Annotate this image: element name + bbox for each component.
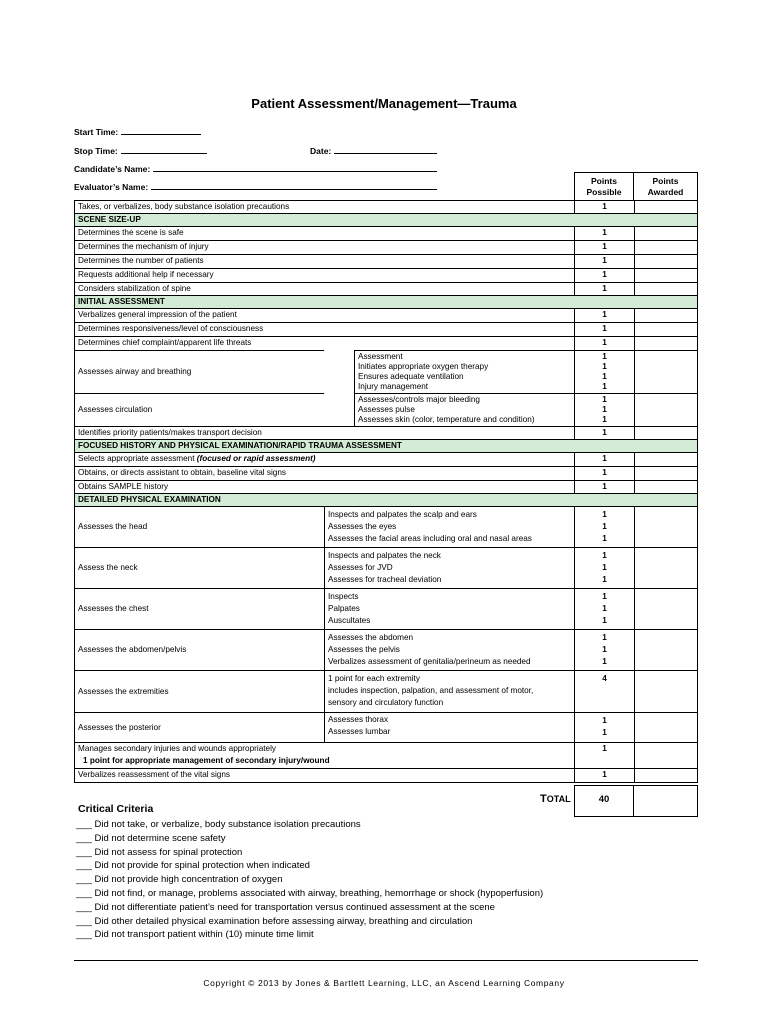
- item-description: Obtains, or directs assistant to obtain, baseline vital signs: [74, 466, 574, 480]
- points-value: 1: [602, 633, 607, 642]
- date-field[interactable]: [310, 145, 437, 156]
- item-description: Assesses the extremities: [74, 670, 324, 712]
- points-awarded-cell[interactable]: [634, 393, 698, 426]
- table-row: [74, 226, 698, 240]
- total-label-rest: OTAL: [546, 794, 571, 804]
- points-value: 1: [602, 616, 607, 625]
- section-title: DETAILED PHYSICAL EXAMINATION: [74, 493, 698, 506]
- sub-step: Verbalizes assessment of genitalia/perineum as needed: [328, 657, 531, 666]
- points-value: 1: [602, 338, 607, 347]
- critical-criteria-list: [76, 818, 543, 942]
- sub-step: Assesses skin (color, temperature and condition): [358, 415, 535, 424]
- start-time-field[interactable]: [74, 126, 201, 137]
- item-description: Determines the scene is safe: [74, 226, 574, 240]
- sub-steps: [354, 350, 574, 393]
- points-awarded-cell[interactable]: [634, 588, 698, 629]
- sub-steps: [324, 670, 574, 712]
- item-description: Selects appropriate assessment (focused or rapid assessment): [74, 452, 574, 466]
- sub-step: Assesses the abdomen: [328, 633, 414, 642]
- sub-step: Inspects and palpates the neck: [328, 551, 441, 560]
- sub-step: 1 point for each extremity: [328, 674, 420, 683]
- points-awarded-cell[interactable]: [634, 226, 698, 240]
- sub-steps: [324, 506, 574, 547]
- sub-step: Assesses the pelvis: [328, 645, 400, 654]
- critical-criterion[interactable]: ___ Did not assess for spinal protection: [76, 846, 243, 858]
- points-awarded-cell[interactable]: [634, 426, 698, 439]
- sub-step: Assesses pulse: [358, 405, 415, 414]
- sub-step: Assesses the facial areas including oral and nasal areas: [328, 534, 532, 543]
- item-description: Considers stabilization of spine: [74, 282, 574, 295]
- points-awarded-cell[interactable]: [634, 768, 698, 782]
- points-possible-label: Points Possible: [586, 175, 622, 197]
- points-possible-cell: [574, 336, 634, 350]
- sub-step: Palpates: [328, 604, 360, 613]
- table-row: [74, 268, 698, 282]
- points-possible-cell: [574, 226, 634, 240]
- item-description: Assesses the chest: [74, 588, 324, 629]
- points-value: 1: [602, 324, 607, 333]
- points-possible-cell: [574, 254, 634, 268]
- points-possible-cell: [574, 629, 634, 670]
- table-row: [74, 350, 698, 393]
- points-awarded-cell[interactable]: [634, 480, 698, 493]
- sub-step: Assessment: [358, 352, 403, 361]
- sub-step: Assesses/controls major bleeding: [358, 395, 480, 404]
- start-time-label: Start Time:: [74, 127, 119, 137]
- points-value: 1: [602, 415, 607, 424]
- points-possible-cell: [574, 768, 634, 782]
- points-possible-cell: [574, 742, 634, 768]
- points-possible-cell: [574, 670, 634, 712]
- item-description: Determines responsiveness/level of consciousness: [74, 322, 574, 336]
- section-header-row: [74, 295, 698, 308]
- item-description-line: Manages secondary injuries and wounds appropriately: [78, 744, 276, 753]
- points-awarded-cell[interactable]: [634, 308, 698, 322]
- points-value: 1: [602, 310, 607, 319]
- points-possible-cell: [574, 466, 634, 480]
- copyright: Copyright © 2013 by Jones & Bartlett Learning, LLC, an Ascend Learning Company: [203, 978, 565, 988]
- table-row: [74, 308, 698, 322]
- section-header-row: [74, 439, 698, 452]
- item-description: Assesses airway and breathing: [74, 350, 324, 393]
- table-row: [74, 254, 698, 268]
- points-possible-cell: [574, 268, 634, 282]
- item-description: Assesses the abdomen/pelvis: [74, 629, 324, 670]
- critical-criteria-title: Critical Criteria: [78, 803, 154, 815]
- points-awarded-cell[interactable]: [634, 254, 698, 268]
- section-header-row: [74, 213, 698, 226]
- points-value: 1: [602, 522, 607, 531]
- critical-criterion[interactable]: ___ Did not differentiate patient’s need for transportation versus continued assessment at the scene: [76, 901, 495, 913]
- sub-step: Assesses for tracheal deviation: [328, 575, 442, 584]
- table-row: [74, 480, 698, 493]
- footer-divider: [74, 960, 698, 961]
- points-value: 1: [602, 270, 607, 279]
- points-value: 1: [602, 382, 607, 391]
- points-value: 1: [602, 228, 607, 237]
- points-awarded-header: [634, 172, 698, 200]
- item-description: Takes, or verbalizes, body substance isolation precautions: [74, 200, 574, 213]
- sub-step: includes inspection, palpation, and assessment of motor,: [328, 686, 534, 695]
- item-emphasis: (focused or rapid assessment): [196, 454, 316, 463]
- points-value: 1: [602, 563, 607, 572]
- sub-step: sensory and circulatory function: [328, 698, 444, 707]
- table-row: [74, 466, 698, 480]
- points-awarded-cell[interactable]: [634, 712, 698, 742]
- points-awarded-cell[interactable]: [634, 629, 698, 670]
- points-possible-cell: [574, 506, 634, 547]
- sub-step: Ensures adequate ventilation: [358, 372, 464, 381]
- points-possible-cell: [574, 282, 634, 295]
- points-value: 1: [602, 352, 607, 361]
- critical-criterion[interactable]: ___ Did not transport patient within (10) minute time limit: [76, 929, 314, 941]
- points-value: 1: [602, 744, 607, 753]
- table-row: [74, 322, 698, 336]
- points-possible-cell: [574, 712, 634, 742]
- item-description: Verbalizes reassessment of the vital signs: [74, 768, 574, 782]
- table-row: [74, 629, 698, 670]
- item-description: Assesses the posterior: [74, 712, 324, 742]
- item-description: Determines the mechanism of injury: [74, 240, 574, 254]
- sub-step: Injury management: [358, 382, 429, 391]
- table-bottom-border: [74, 782, 698, 783]
- sub-steps: [324, 547, 574, 588]
- item-description: Verbalizes general impression of the patient: [74, 308, 574, 322]
- sub-steps: [354, 393, 574, 426]
- points-value: 1: [602, 575, 607, 584]
- item-description: Identifies priority patients/makes transport decision: [74, 426, 574, 439]
- stop-time-field[interactable]: [74, 145, 207, 156]
- table-row: [74, 547, 698, 588]
- points-value: 1: [602, 468, 607, 477]
- item-description: [74, 742, 574, 768]
- points-value: 1: [602, 428, 607, 437]
- points-awarded-cell[interactable]: [634, 200, 698, 213]
- item-description: Requests additional help if necessary: [74, 268, 574, 282]
- points-awarded-cell[interactable]: [634, 240, 698, 254]
- points-value: 1: [602, 482, 607, 491]
- points-value: 1: [602, 395, 607, 404]
- table-row: [74, 426, 698, 439]
- stop-time-label: Stop Time:: [74, 146, 118, 156]
- table-row: [74, 768, 698, 782]
- table-row: [74, 200, 698, 213]
- section-title: SCENE SIZE-UP: [74, 213, 698, 226]
- points-value: 1: [602, 362, 607, 371]
- page-title: Patient Assessment/Management—Trauma: [251, 96, 517, 111]
- points-possible-cell: [574, 200, 634, 213]
- sub-step: Assesses the eyes: [328, 522, 397, 531]
- table-row: [74, 670, 698, 712]
- points-awarded-cell[interactable]: [634, 322, 698, 336]
- critical-criterion[interactable]: ___ Did not find, or manage, problems associated with airway, breathing, hemorrhage or shock (hypoperfusion): [76, 887, 544, 899]
- table-row: [74, 588, 698, 629]
- sub-step: Inspects and palpates the scalp and ears: [328, 510, 477, 519]
- points-awarded-cell[interactable]: [634, 670, 698, 712]
- item-description: Assess the neck: [74, 547, 324, 588]
- points-value: 1: [602, 657, 607, 666]
- candidate-name-field[interactable]: [74, 163, 437, 174]
- section-title: FOCUSED HISTORY AND PHYSICAL EXAMINATION/RAPID TRAUMA ASSESSMENT: [74, 439, 698, 452]
- points-possible-cell: [574, 393, 634, 426]
- sub-step: Assesses lumbar: [328, 727, 391, 736]
- total-possible: 40: [574, 785, 634, 817]
- points-awarded-cell[interactable]: [634, 282, 698, 295]
- sub-steps: [324, 712, 574, 742]
- points-awarded-cell[interactable]: [634, 466, 698, 480]
- points-value: 1: [602, 551, 607, 560]
- critical-criterion[interactable]: ___ Did not provide high concentration of oxygen: [76, 874, 283, 886]
- evaluator-name-field[interactable]: [74, 181, 437, 192]
- points-possible-header: [574, 172, 634, 200]
- table-row: [74, 742, 698, 768]
- sub-step: Assesses thorax: [328, 715, 389, 724]
- section-title: INITIAL ASSESSMENT: [74, 295, 698, 308]
- critical-criterion[interactable]: ___ Did other detailed physical examination before assessing airway, breathing and circulation: [76, 915, 473, 927]
- points-possible-cell: [574, 547, 634, 588]
- date-label: Date:: [310, 146, 332, 156]
- item-description: Assesses the head: [74, 506, 324, 547]
- points-possible-cell: [574, 588, 634, 629]
- evaluator-name-label: Evaluator’s Name:: [74, 182, 149, 192]
- points-value: 1: [602, 454, 607, 463]
- total-awarded[interactable]: [634, 785, 698, 817]
- points-possible-cell: [574, 350, 634, 393]
- table-row: [74, 506, 698, 547]
- points-value: 4: [602, 674, 607, 683]
- points-value: 1: [602, 405, 607, 414]
- item-description: Obtains SAMPLE history: [74, 480, 574, 493]
- item-description: Assesses circulation: [74, 393, 324, 426]
- points-awarded-cell[interactable]: [634, 547, 698, 588]
- points-value: 1: [602, 716, 607, 725]
- points-value: 1: [602, 534, 607, 543]
- candidate-name-label: Candidate’s Name:: [74, 164, 151, 174]
- points-awarded-cell[interactable]: [634, 506, 698, 547]
- section-header-row: [74, 493, 698, 506]
- points-value: 1: [602, 202, 607, 211]
- item-description: Determines the number of patients: [74, 254, 574, 268]
- points-possible-cell: [574, 480, 634, 493]
- points-value: 1: [602, 728, 607, 737]
- points-awarded-cell[interactable]: [634, 268, 698, 282]
- points-value: 1: [602, 242, 607, 251]
- table-row: [74, 336, 698, 350]
- table-row: [74, 712, 698, 742]
- points-possible-cell: [574, 322, 634, 336]
- sub-step: Assesses for JVD: [328, 563, 393, 572]
- points-possible-cell: [574, 426, 634, 439]
- item-note: 1 point for appropriate management of secondary injury/wound: [83, 756, 330, 765]
- points-awarded-cell[interactable]: [634, 452, 698, 466]
- table-row: [74, 393, 698, 426]
- points-awarded-cell[interactable]: [634, 336, 698, 350]
- table-row: [74, 452, 698, 466]
- points-awarded-cell[interactable]: [634, 350, 698, 393]
- points-awarded-label: Points Awarded: [647, 175, 684, 197]
- critical-criterion[interactable]: ___ Did not take, or verbalize, body substance isolation precautions: [76, 819, 361, 830]
- points-value: 1: [602, 510, 607, 519]
- points-possible-cell: [574, 240, 634, 254]
- points-value: 1: [602, 372, 607, 381]
- points-value: 1: [602, 770, 607, 779]
- points-value: 1: [602, 645, 607, 654]
- critical-criterion[interactable]: ___ Did not determine scene safety: [76, 832, 226, 844]
- sub-steps: [324, 629, 574, 670]
- points-value: 1: [602, 256, 607, 265]
- points-value: 1: [602, 284, 607, 293]
- points-possible-cell: [574, 452, 634, 466]
- points-value: 1: [602, 604, 607, 613]
- points-value: 1: [602, 592, 607, 601]
- sub-step: Inspects: [328, 592, 359, 601]
- sub-steps: [324, 588, 574, 629]
- total-label: TOTAL: [540, 793, 571, 805]
- table-row: [74, 240, 698, 254]
- item-description: Determines chief complaint/apparent life threats: [74, 336, 574, 350]
- critical-criterion[interactable]: ___ Did not provide for spinal protection when indicated: [76, 860, 310, 872]
- points-possible-cell: [574, 308, 634, 322]
- table-row: [74, 282, 698, 295]
- points-awarded-cell[interactable]: [634, 742, 698, 768]
- sub-step: Auscultates: [328, 616, 371, 625]
- sub-step: Initiates appropriate oxygen therapy: [358, 362, 489, 371]
